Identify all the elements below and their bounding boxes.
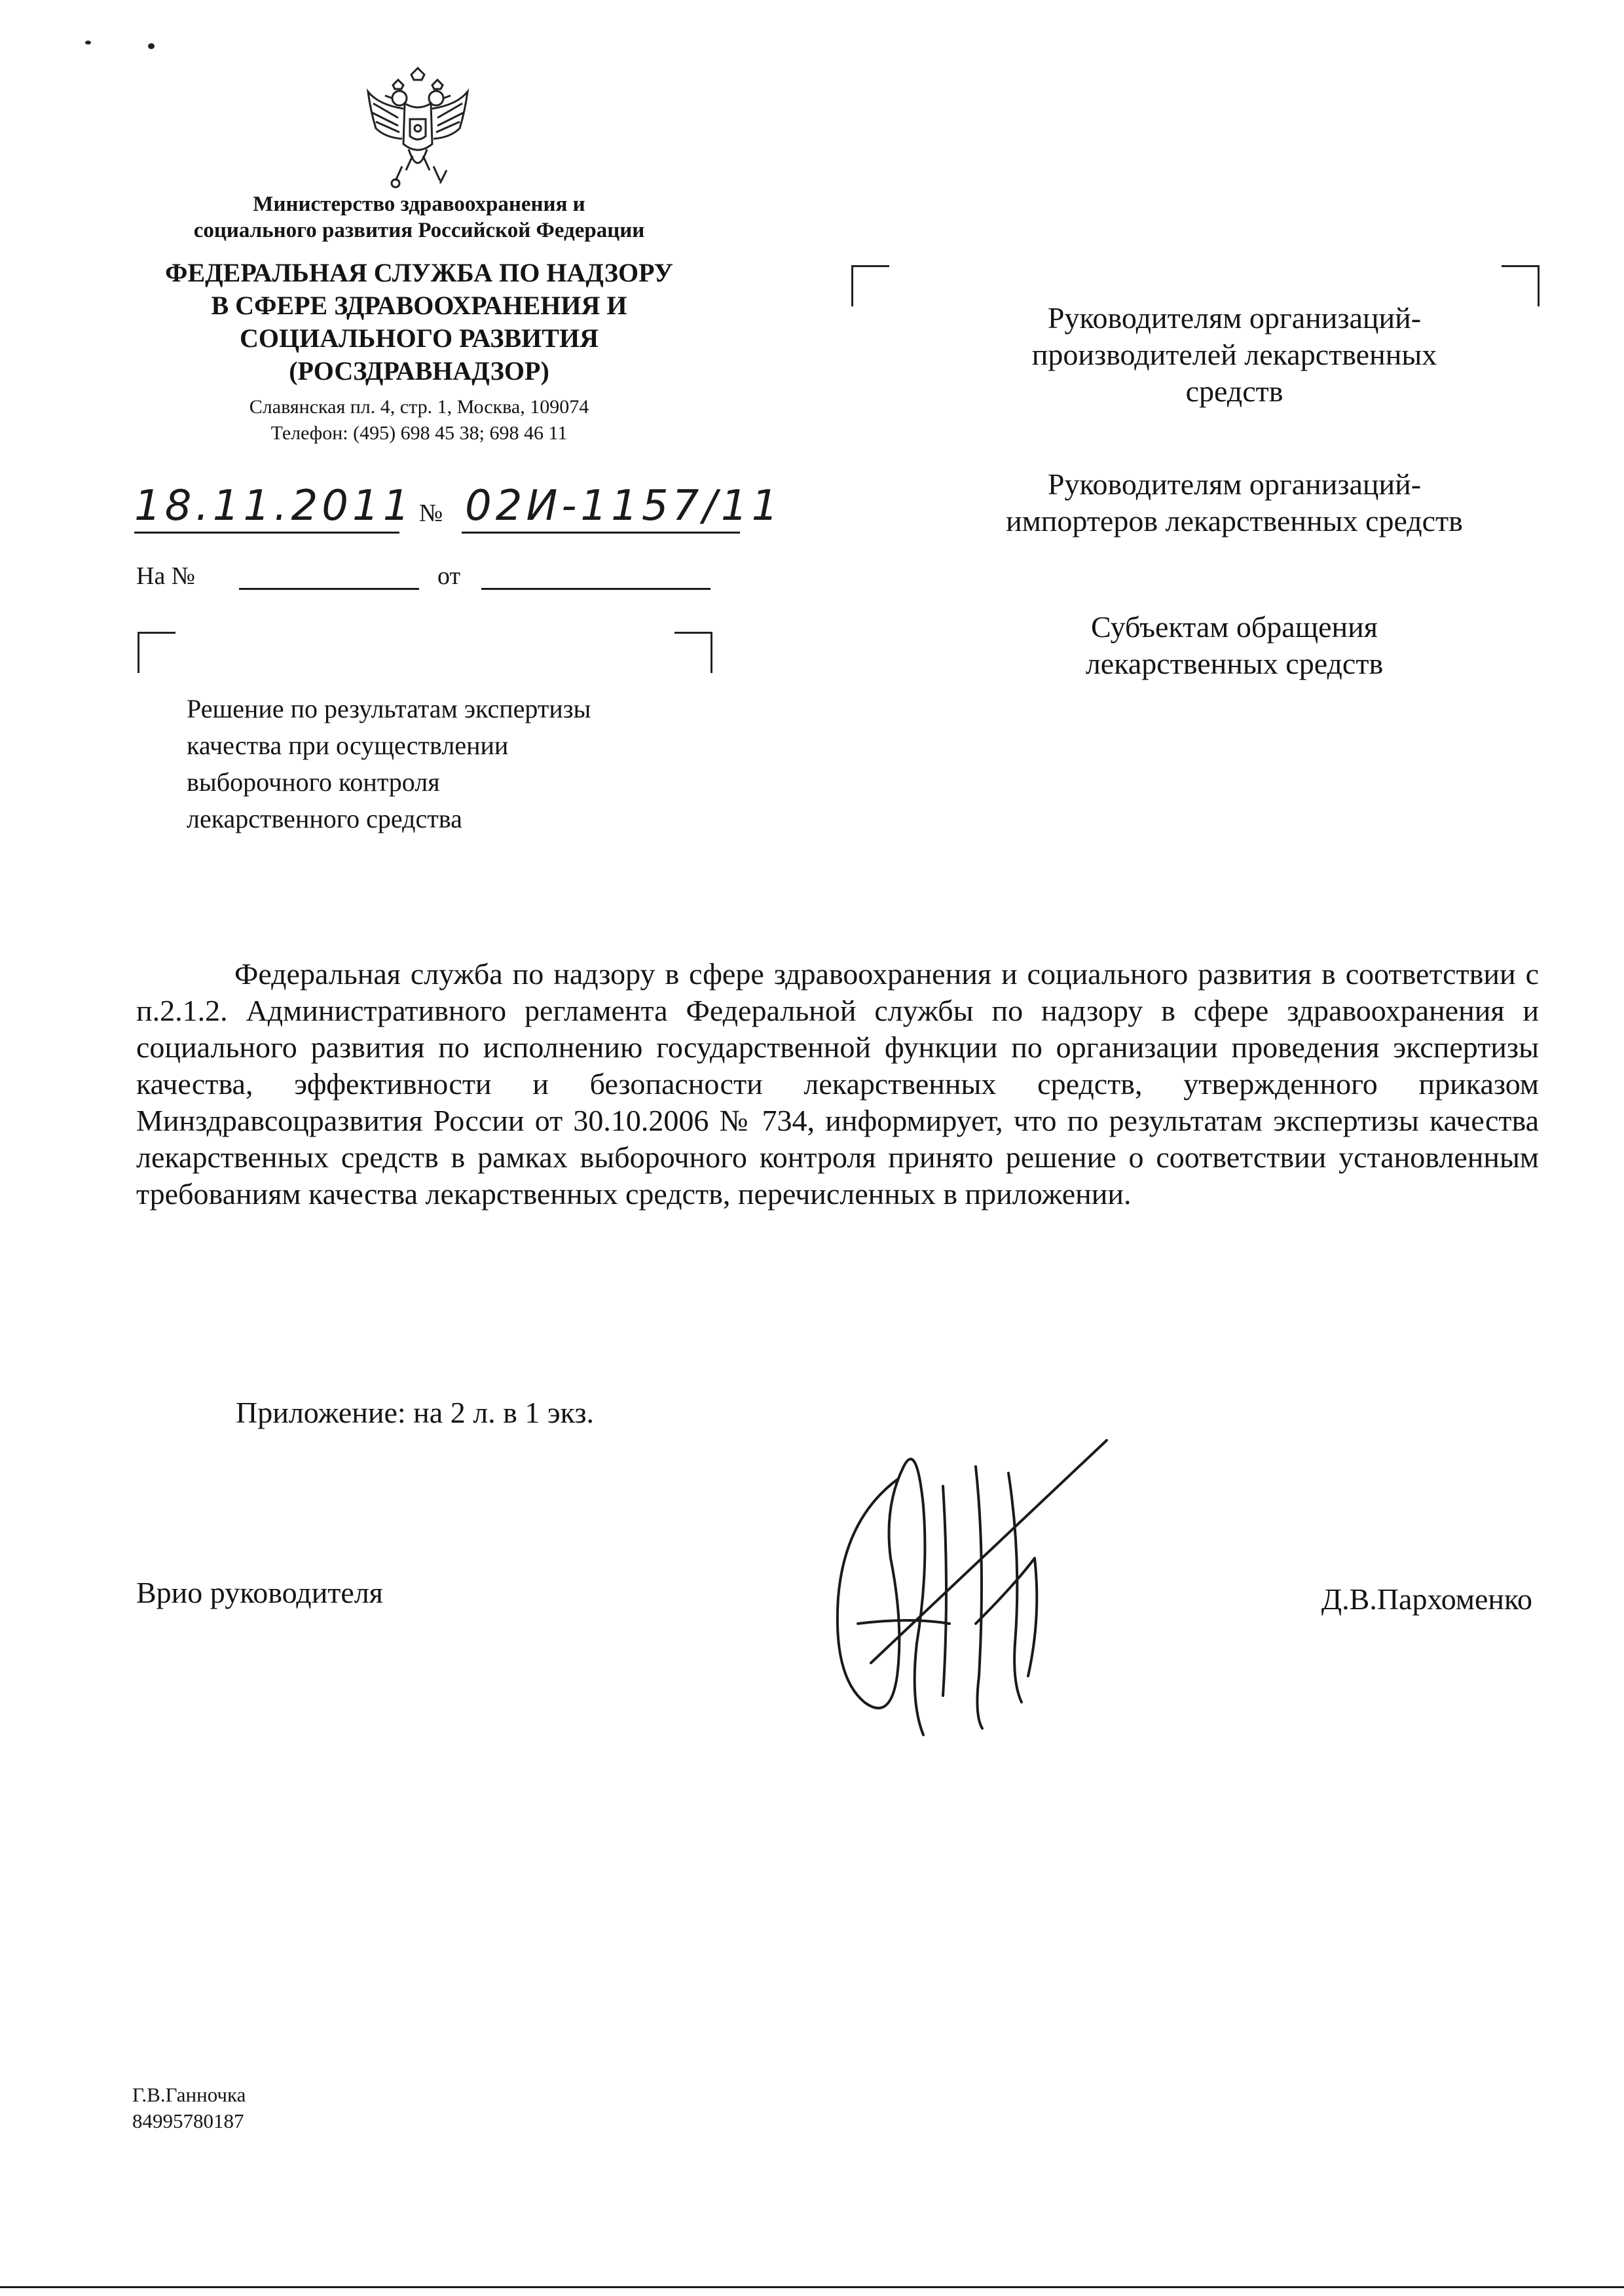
ministry-line: Министерство здравоохранения и xyxy=(253,192,585,216)
addressee-corner-left xyxy=(851,265,889,306)
addressee-line: лекарственных средств xyxy=(1085,647,1384,680)
service-line: ФЕДЕРАЛЬНАЯ СЛУЖБА ПО НАДЗОРУ xyxy=(165,258,673,287)
subject-corner-right xyxy=(674,632,712,673)
addressee-importers xyxy=(910,466,1559,539)
executor-block xyxy=(132,2082,246,2134)
service-line: (РОСЗДРАВНАДЗОР) xyxy=(289,356,549,386)
page-bottom-rule xyxy=(0,2286,1624,2288)
service-line: В СФЕРЕ ЗДРАВООХРАНЕНИЯ И xyxy=(211,291,627,320)
addressee-line: Субъектам обращения xyxy=(1091,610,1378,644)
number-underline xyxy=(462,532,740,534)
scan-speck xyxy=(85,41,91,45)
service-name xyxy=(111,257,727,388)
subject-block xyxy=(187,691,750,837)
addressee-line: Руководителям организаций- xyxy=(1047,467,1422,501)
subject-line: лекарственного средства xyxy=(187,804,462,833)
enclosure-note: Приложение: на 2 л. в 1 экз. xyxy=(236,1396,595,1429)
service-address xyxy=(111,394,727,446)
from-label: от xyxy=(437,562,461,590)
subject-line: качества при осуществлении xyxy=(187,731,509,760)
subject-line: Решение по результатам экспертизы xyxy=(187,694,591,723)
addressee-line: импортеров лекарственных средств xyxy=(1006,504,1463,538)
service-line: СОЦИАЛЬНОГО РАЗВИТИЯ xyxy=(240,323,599,353)
signatory-name: Д.В.Пархоменко xyxy=(1321,1582,1532,1616)
subject-corner-left xyxy=(138,632,175,673)
address-line: Славянская пл. 4, стр. 1, Москва, 109074 xyxy=(249,396,589,418)
addressee-producers xyxy=(910,300,1559,410)
addressee-line: средств xyxy=(1185,374,1283,408)
addressee-line: Руководителям организаций- xyxy=(1047,301,1422,335)
addressee-line: производителей лекарственных xyxy=(1031,338,1437,371)
ministry-name xyxy=(111,191,727,244)
document-date: 18.11.2011 xyxy=(134,482,414,530)
reply-to-label: На № xyxy=(136,562,196,590)
signatory-position: Врио руководителя xyxy=(136,1576,383,1609)
phone-line: Телефон: (495) 698 45 38; 698 46 11 xyxy=(270,422,568,444)
ministry-line: социального развития Российской Федерации xyxy=(193,219,645,242)
subject-line: выборочного контроля xyxy=(187,767,440,797)
handwritten-signature xyxy=(819,1427,1120,1768)
executor-phone: 84995780187 xyxy=(132,2109,244,2132)
date-underline xyxy=(134,532,399,534)
document-number: 02И-1157/11 xyxy=(465,482,783,530)
reply-to-blank xyxy=(239,588,419,590)
coat-of-arms-emblem xyxy=(359,65,477,196)
scan-speck xyxy=(148,43,155,49)
addressee-subjects xyxy=(910,609,1559,682)
body-paragraph: Федеральная служба по надзору в сфере здравоохранения и социального развития в соответствии с п.2.1.2. Административного регламента Федеральной службы по надзору в сфере здравоохранения и социального развития по исполнению государственной функции по организации проведения экспертизы качества, эффективности и безопасности лекарственных средств, утвержденного приказом Минздравсоцразвития России от 30.10.2006 № 734, информирует, что по результатам экспертизы качества лекарственных средств в рамках выборочного контроля принято решение о соответствии установленным требованиям качества лекарственных средств, перечисленных в приложении. xyxy=(136,957,1539,1211)
number-sign: № xyxy=(419,500,443,527)
executor-name: Г.В.Ганночка xyxy=(132,2083,246,2106)
from-blank xyxy=(481,588,710,590)
